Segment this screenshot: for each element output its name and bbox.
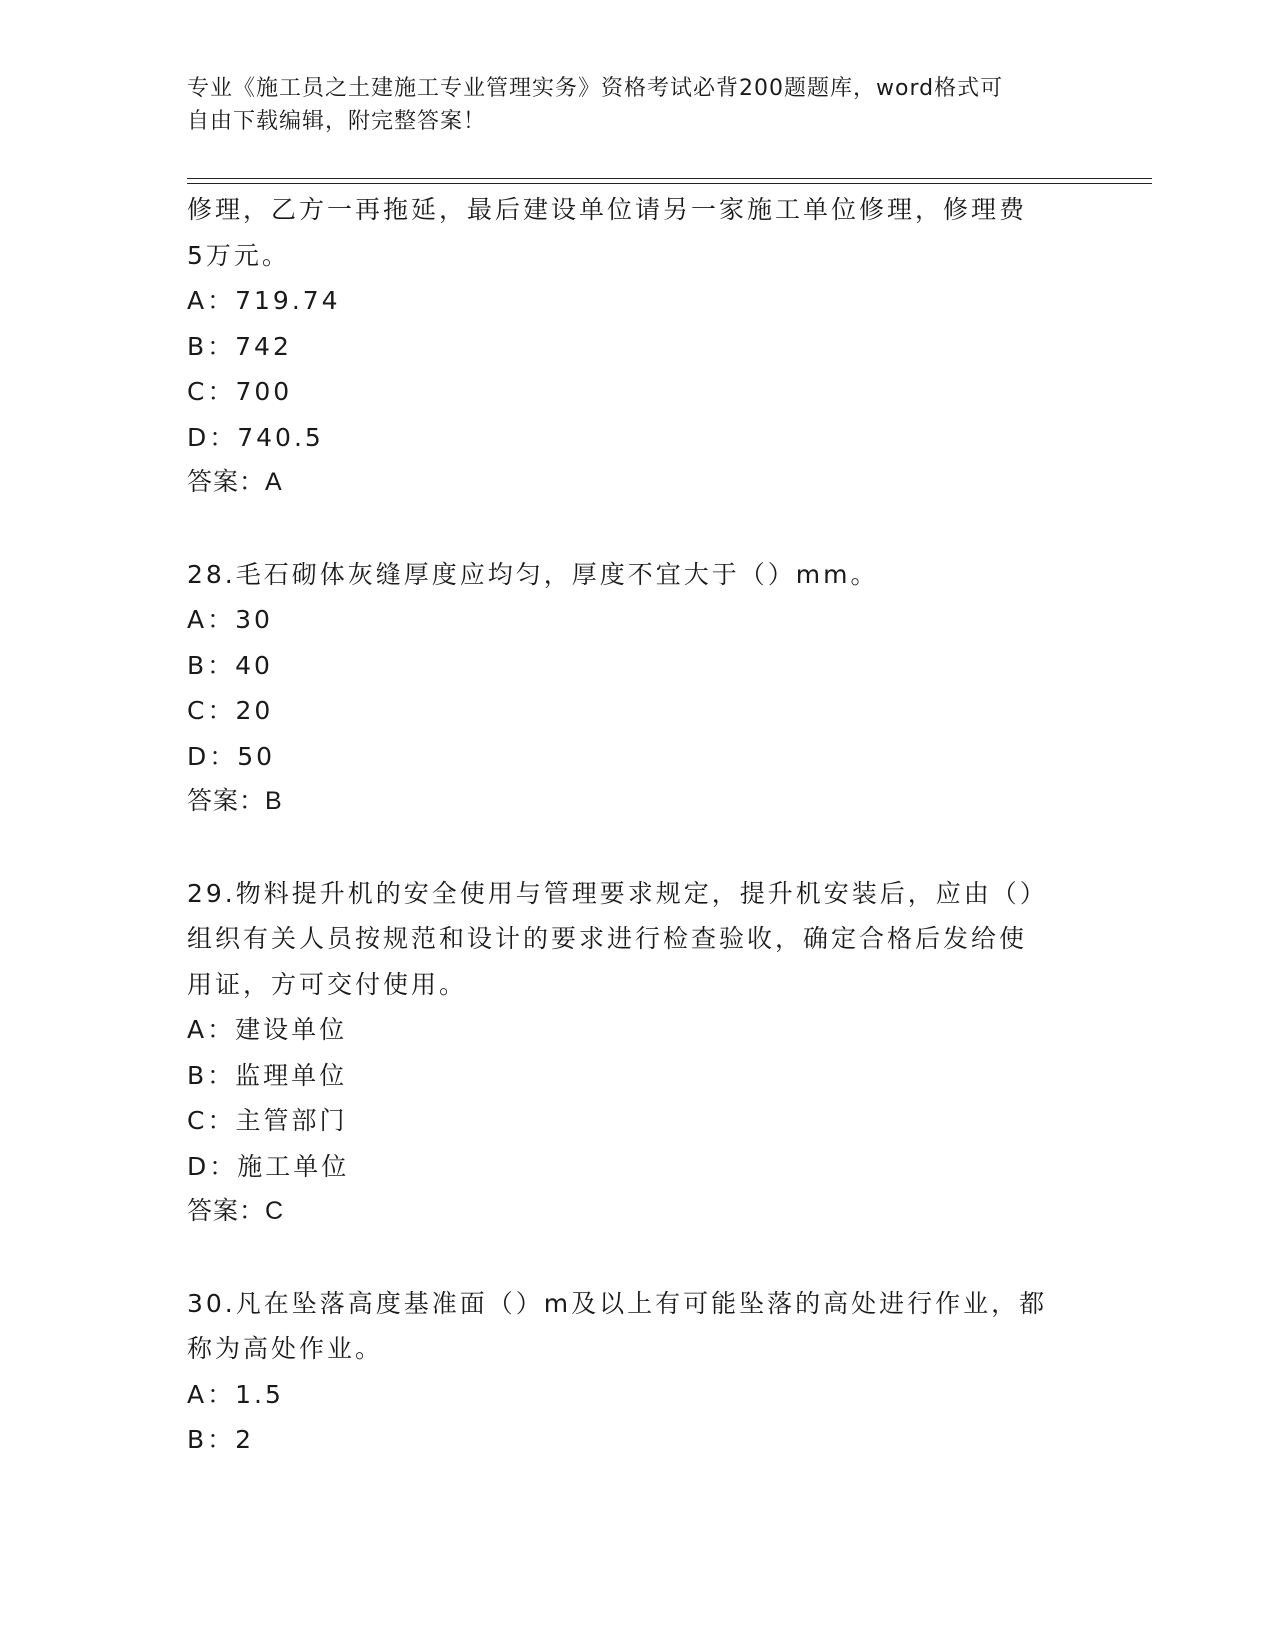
- question-29-text-line-2: 组织有关人员按规范和设计的要求进行检查验收，确定合格后发给使: [187, 924, 1028, 953]
- header-divider-top: [187, 178, 1152, 179]
- question-30-option-b: B：2: [187, 1425, 255, 1454]
- question-28-option-c: C：20: [187, 696, 274, 725]
- question-28-option-d: D：50: [187, 741, 276, 771]
- header-divider-bottom: [187, 183, 1152, 184]
- question-29-option-d: D：施工单位: [187, 1151, 350, 1181]
- question-29: [187, 871, 1077, 1235]
- header-title-line-1: 专业《施工员之土建施工专业管理实务》资格考试必背200题题库，word格式可: [187, 76, 1004, 101]
- question-29-option-a: A：建设单位: [187, 1015, 348, 1044]
- question-28-option-b: B：40: [187, 650, 273, 680]
- question-28-text-line-1: 28.毛石砌体灰缝厚度应均匀，厚度不宜大于（）mm。: [187, 559, 879, 589]
- header-title-line-2: 自由下载编辑，附完整答案！: [187, 109, 487, 134]
- question-30-text-line-1: 30.凡在坠落高度基准面（）m及以上有可能坠落的高处进行作业，都: [187, 1288, 1048, 1318]
- question-27-option-c: C：700: [187, 377, 293, 406]
- question-30-option-a: A：1.5: [187, 1379, 284, 1409]
- question-27-option-d: D：740.5: [187, 422, 324, 452]
- question-30-text-line-2: 称为高处作业。: [187, 1334, 384, 1363]
- spacer: [187, 506, 1077, 552]
- question-27: [187, 187, 1077, 506]
- question-27-option-a: A：719.74: [187, 286, 341, 315]
- question-29-answer: 答案：C: [187, 1197, 285, 1225]
- document-header: [187, 72, 1077, 138]
- question-30: [187, 1281, 1077, 1463]
- question-27-answer: 答案：A: [187, 468, 283, 496]
- question-content: [187, 187, 1077, 1463]
- spacer: [187, 825, 1077, 871]
- question-27-text-line-2: 5万元。: [187, 240, 290, 270]
- question-29-text-line-1: 29.物料提升机的安全使用与管理要求规定，提升机安装后，应由（）: [187, 878, 1048, 908]
- spacer: [187, 1235, 1077, 1281]
- question-28: [187, 552, 1077, 825]
- question-28-option-a: A：30: [187, 605, 273, 634]
- question-27-text-line-1: 修理，乙方一再拖延，最后建设单位请另一家施工单位修理，修理费: [187, 195, 1028, 224]
- question-29-option-c: C：主管部门: [187, 1106, 348, 1135]
- question-28-answer: 答案：B: [187, 787, 283, 815]
- question-29-text-line-3: 用证，方可交付使用。: [187, 969, 468, 999]
- question-29-option-b: B：监理单位: [187, 1060, 348, 1090]
- question-27-option-b: B：742: [187, 331, 292, 361]
